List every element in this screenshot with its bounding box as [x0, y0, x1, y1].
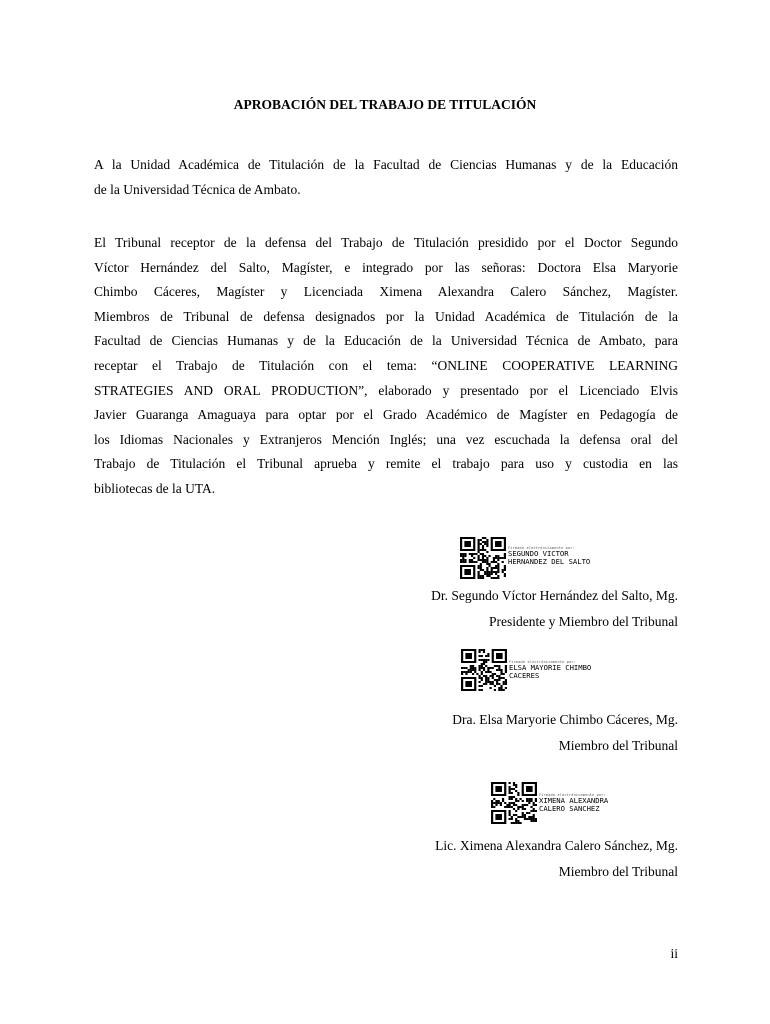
signer-role: Presidente y Miembro del Tribunal: [489, 614, 678, 629]
stamp-caption: Firmado electrónicamente por:: [509, 660, 576, 664]
signer-role: Miembro del Tribunal: [558, 864, 678, 879]
paragraph-line: Facultad de Ciencias Humanas y de la Educación de la Universidad Técnica de Ambato, para: [94, 333, 678, 349]
signer-role: Miembro del Tribunal: [558, 738, 678, 753]
page-title: APROBACIÓN DEL TRABAJO DE TITULACIÓN: [233, 97, 537, 112]
stamp-name: CACERES: [509, 670, 540, 680]
stamp-name: HERNANDEZ DEL SALTO: [508, 556, 591, 566]
stamp-name: ELSA MAYORIE CHIMBO: [509, 663, 592, 672]
signature-block: [435, 833, 678, 885]
digital-signature-stamp: [509, 660, 591, 679]
signer-name: Dra. Elsa Maryorie Chimbo Cáceres, Mg.: [452, 712, 678, 727]
paragraph-line: Chimbo Cáceres, Magíster y Licenciada Ximena Alexandra Calero Sánchez, Magíster.: [94, 284, 678, 300]
paragraph-line: Trabajo de Titulación el Tribunal aprueba y remite el trabajo para uso y custodia en las: [94, 456, 678, 472]
paragraph-line: Miembros de Tribunal de defensa designados por la Unidad Académica de Titulación de la: [94, 308, 678, 324]
paragraph-line: los Idiomas Nacionales y Extranjeros Mención Inglés; una vez escuchada la defensa oral del: [94, 431, 678, 447]
qr-code-icon: [461, 649, 507, 691]
paragraph-line: de la Universidad Técnica de Ambato.: [94, 181, 301, 197]
qr-code-icon: [491, 782, 537, 824]
digital-signature-stamp: [508, 546, 590, 565]
stamp-caption: Firmado electrónicamente por:: [508, 546, 575, 550]
signature-block: [431, 583, 678, 635]
stamp-name: CALERO SANCHEZ: [539, 803, 600, 813]
paragraph-line: bibliotecas de la UTA.: [94, 480, 216, 496]
paragraph-line: receptar el Trabajo de Titulación con el tema: “ONLINE COOPERATIVE LEARNING: [94, 357, 678, 373]
paragraph-line: Víctor Hernández del Salto, Magíster, e integrado por las señoras: Doctora Elsa Maryorie: [94, 259, 678, 275]
stamp-caption: Firmado electrónicamente por:: [539, 793, 606, 797]
page-number: ii: [670, 946, 678, 961]
paragraph-line: STRATEGIES AND ORAL PRODUCTION”, elaborado y presentado por el Licenciado Elvis: [94, 382, 678, 398]
paragraph-line: Javier Guaranga Amaguaya para optar por el Grado Académico de Magíster en Pedagogía de: [94, 407, 678, 423]
signer-name: Lic. Ximena Alexandra Calero Sánchez, Mg.: [435, 838, 678, 853]
qr-code-icon: [460, 537, 506, 579]
paragraph-line: A la Unidad Académica de Titulación de la Facultad de Ciencias Humanas y de la Educación: [94, 157, 678, 172]
approval-paragraph: [94, 231, 678, 502]
addressee-paragraph: [94, 153, 678, 202]
paragraph-line: El Tribunal receptor de la defensa del Trabajo de Titulación presidido por el Doctor Segundo: [94, 235, 678, 250]
signer-name: Dr. Segundo Víctor Hernández del Salto, Mg.: [431, 588, 678, 603]
stamp-name: SEGUNDO VICTOR: [508, 549, 569, 558]
digital-signature-stamp: [539, 793, 608, 812]
signature-block: [452, 707, 678, 759]
stamp-name: XIMENA ALEXANDRA: [539, 796, 609, 805]
